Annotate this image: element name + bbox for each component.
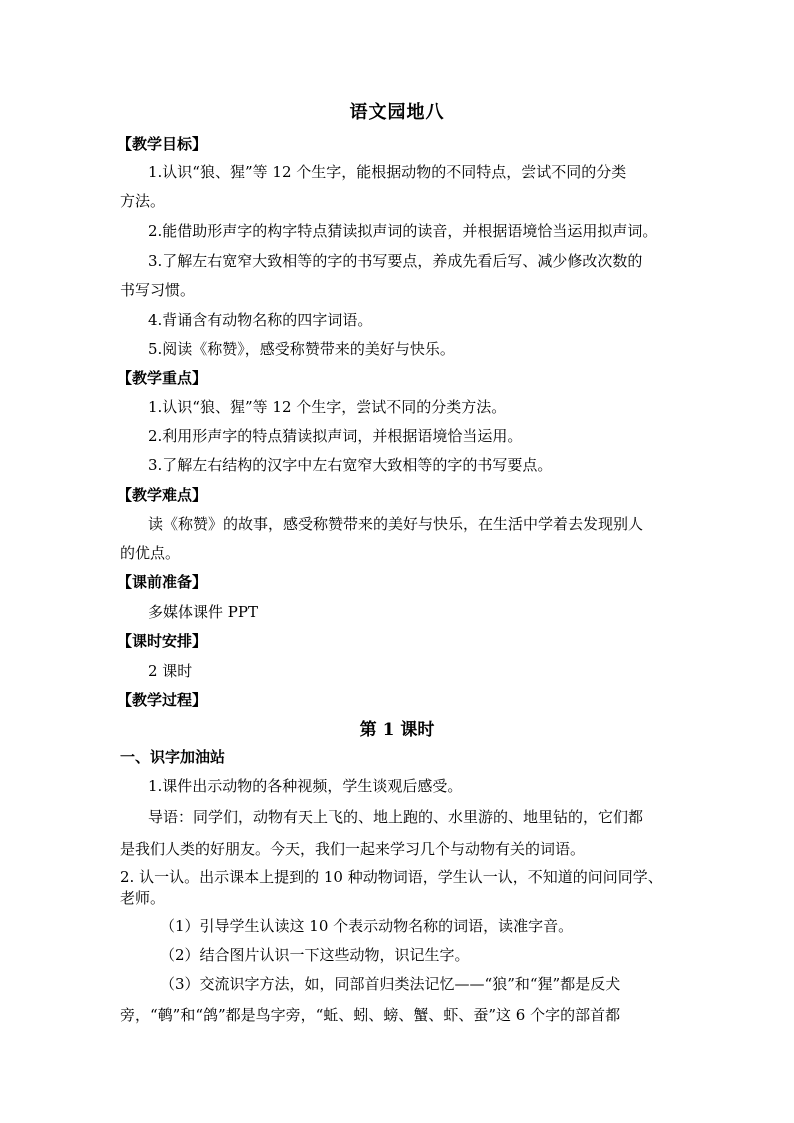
keypoint-2: 2.利用形声字的特点猜读拟声词，并根据语境恰当运用。: [148, 427, 523, 445]
objective-3-line-2: 书写习惯。: [120, 281, 196, 299]
lesson-title: 第 1 课时: [359, 720, 435, 740]
schedule-text: 2 课时: [148, 662, 193, 680]
difficulty-line-1: 读《称赞》的故事，感受称赞带来的美好与快乐，在生活中学着去发现别人: [148, 515, 644, 533]
step-2-line-1: 2. 认一认。出示课本上提到的 10 种动物词语，学生认一认，不知道的问问同学、: [120, 868, 663, 886]
section-heading-schedule: 【课时安排】: [117, 632, 208, 650]
sub-step-1: （1）引导学生认读这 10 个表示动物名称的词语，读准字音。: [160, 917, 574, 935]
objective-1-line-2: 方法。: [120, 192, 166, 210]
keypoint-3: 3.了解左右结构的汉字中左右宽窄大致相等的字的书写要点。: [148, 456, 553, 474]
intro-line-1: 导语：同学们，动物有天上飞的、地上跑的、水里游的、地里钻的，它们都: [148, 808, 644, 826]
step-2-line-2: 老师。: [120, 889, 166, 907]
section-heading-process: 【教学过程】: [117, 691, 208, 709]
objective-2: 2.能借助形声字的构字特点猜读拟声词的读音，并根据语境恰当运用拟声词。: [148, 222, 658, 240]
objective-1-line-1: 1.认识“狼、猩”等 12 个生字，能根据动物的不同特点，尝试不同的分类: [148, 163, 627, 181]
objective-3-line-1: 3.了解左右宽窄大致相等的字的书写要点，养成先看后写、减少修改次数的: [148, 252, 643, 270]
page-title: 语文园地八: [349, 102, 445, 123]
sub-step-3-line-2: 旁，“鹌”和“鸽”都是鸟字旁，“蚯、蚓、螃、蟹、虾、蚕”这 6 个字的部首都: [120, 1006, 621, 1024]
section-heading-preparation: 【课前准备】: [117, 573, 208, 591]
objective-5: 5.阅读《称赞》，感受称赞带来的美好与快乐。: [148, 340, 455, 358]
section-heading-objectives: 【教学目标】: [117, 135, 208, 153]
objective-4: 4.背诵含有动物名称的四字词语。: [148, 311, 373, 329]
section-heading-keypoints: 【教学重点】: [117, 369, 208, 387]
part-1-heading: 一、识字加油站: [120, 748, 226, 766]
section-heading-difficulties: 【教学难点】: [117, 486, 208, 504]
intro-line-2: 是我们人类的好朋友。今天，我们一起来学习几个与动物有关的词语。: [120, 840, 586, 858]
preparation-text: 多媒体课件 PPT: [148, 603, 258, 621]
sub-step-2: （2）结合图片认识一下这些动物，识记生字。: [160, 946, 470, 964]
difficulty-line-2: 的优点。: [120, 544, 181, 562]
keypoint-1: 1.认识“狼、猩”等 12 个生字，尝试不同的分类方法。: [148, 398, 507, 416]
sub-step-3-line-1: （3）交流识字方法，如，同部首归类法记忆——“狼”和“猩”都是反犬: [160, 975, 621, 993]
step-1: 1.课件出示动物的各种视频，学生谈观后感受。: [148, 777, 463, 795]
